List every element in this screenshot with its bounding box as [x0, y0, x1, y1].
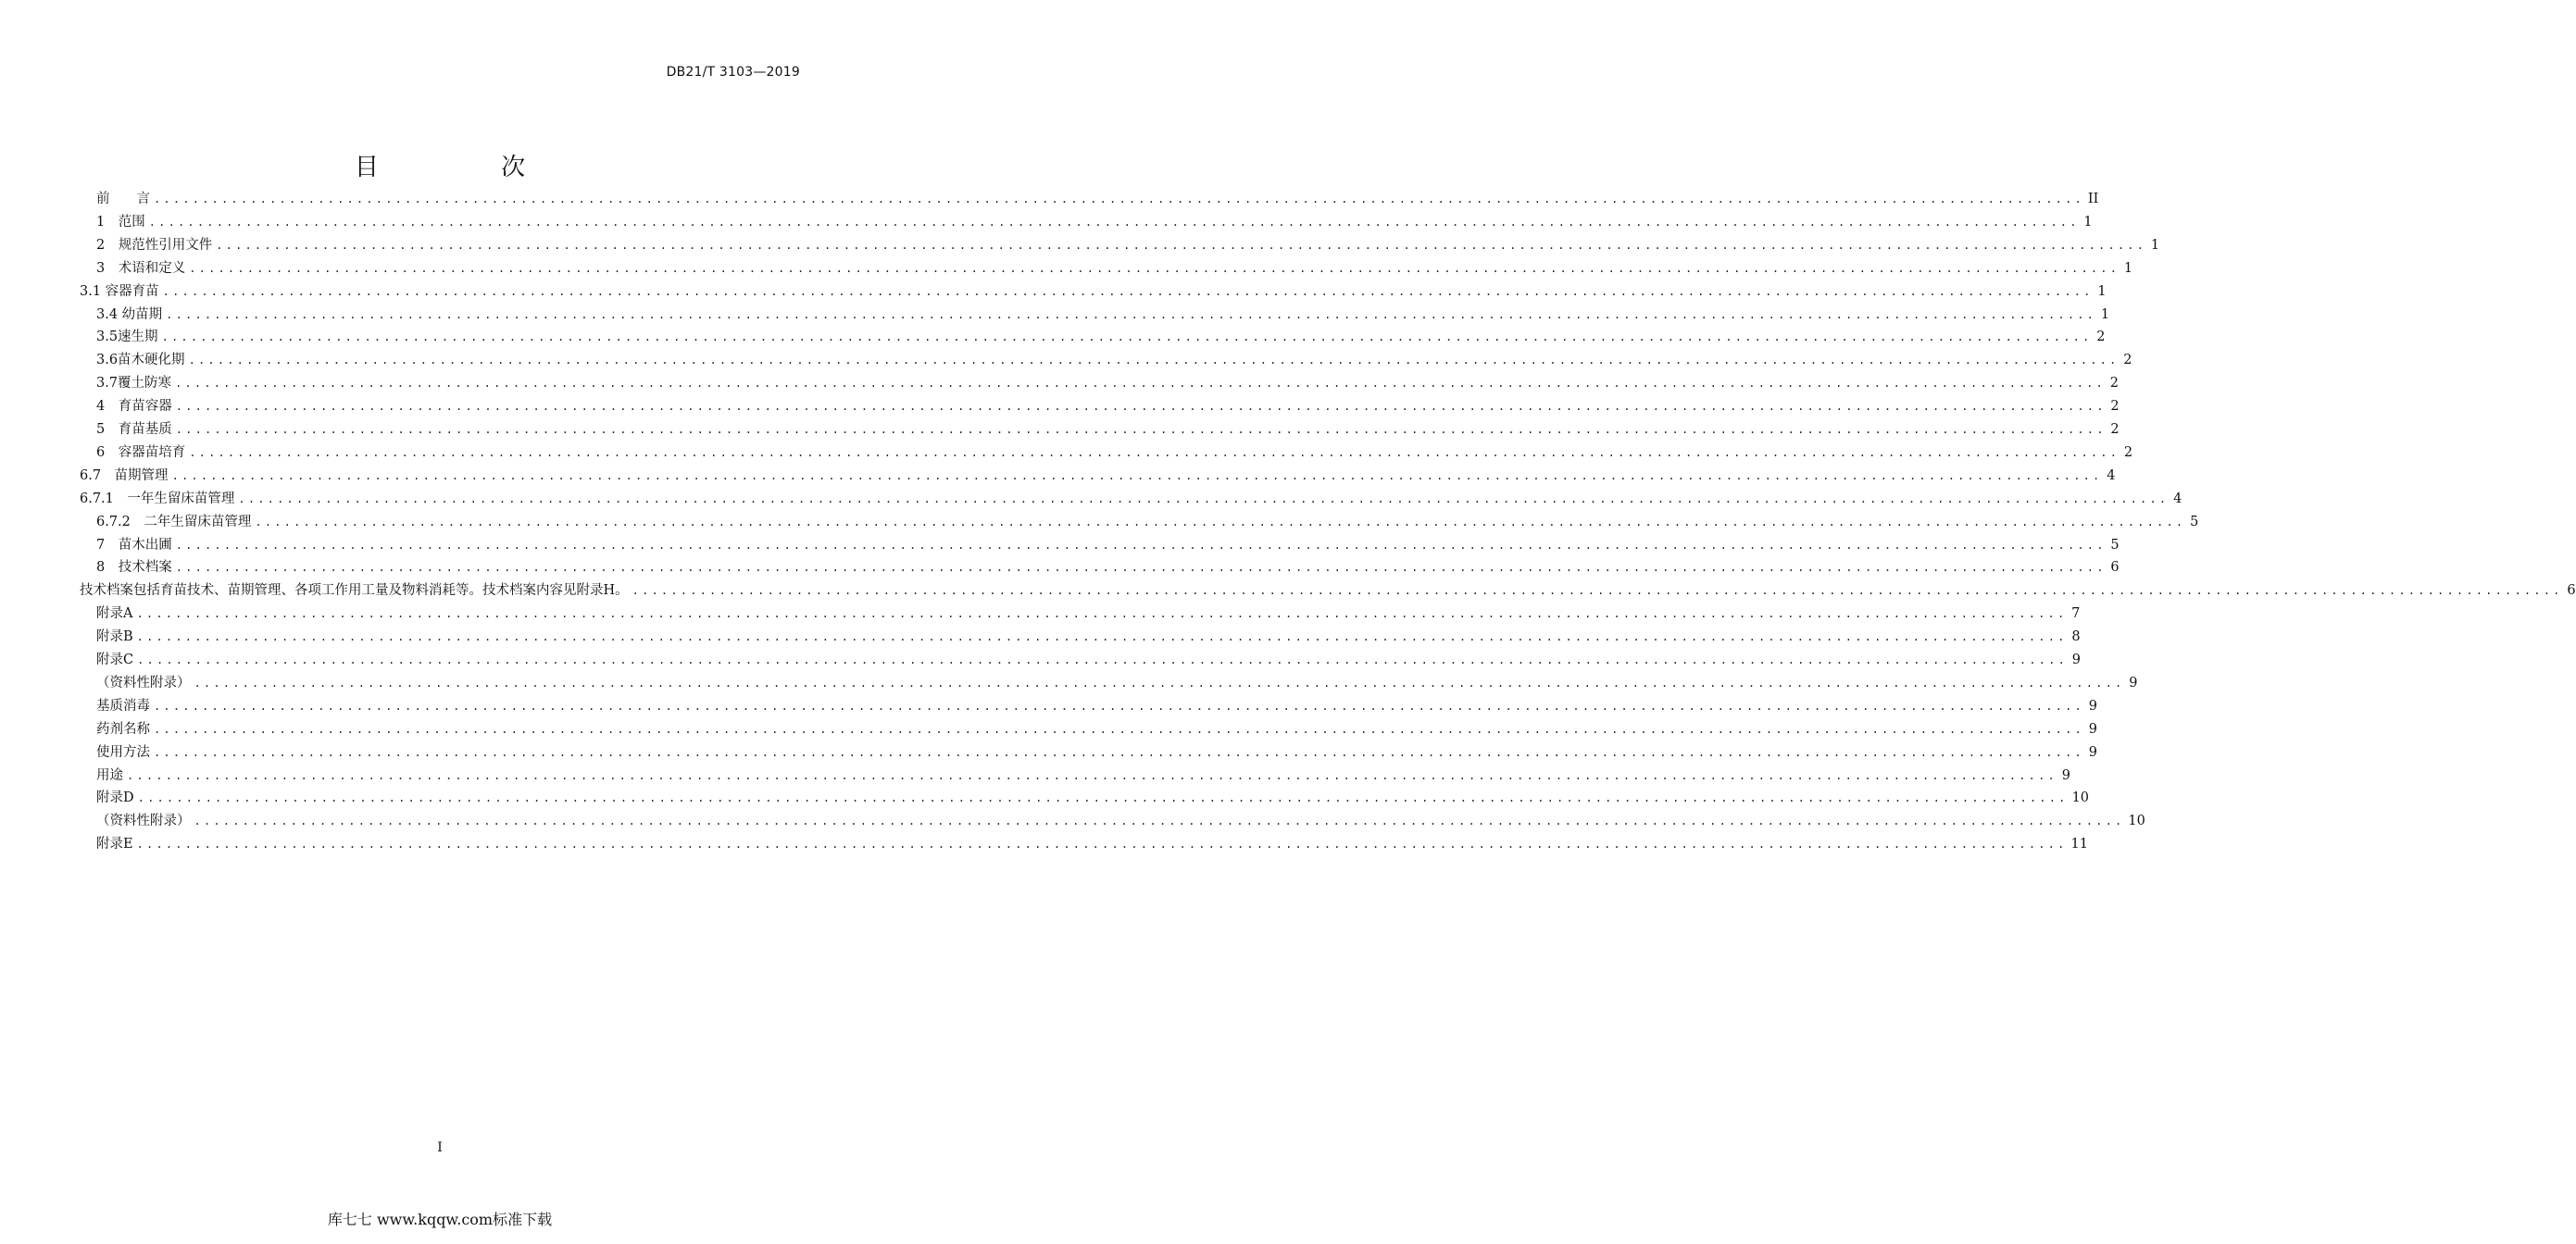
toc-entry-page: 9	[2129, 675, 2138, 690]
toc-entry-page: 1	[2097, 283, 2107, 299]
toc-entry[interactable]	[96, 787, 2090, 810]
toc-entry-page: 9	[2061, 767, 2070, 783]
toc-entry-label: 3.5速生期	[96, 330, 158, 345]
toc-entry[interactable]	[96, 442, 2133, 465]
toc-leader-dots: ........................................................................................................................................................................................................	[631, 584, 2563, 598]
toc-entry-label: 3.1 容器育苗	[80, 283, 159, 299]
toc-entry[interactable]	[96, 234, 2160, 257]
toc-entry-page: 9	[2088, 744, 2097, 760]
toc-entry-page: 2	[2123, 353, 2132, 368]
page-title: 目 次	[354, 154, 583, 181]
toc-leader-dots: ........................................................................................................................................................................................................	[175, 423, 2107, 436]
toc-entry[interactable]	[96, 695, 2097, 718]
toc-leader-dots: ........................................................................................................................................................................................................	[175, 538, 2107, 552]
toc-leader-dots: ........................................................................................................................................................................................................	[127, 768, 2057, 782]
toc-entry[interactable]	[80, 465, 2116, 488]
toc-entry-label: 6.7 苗期管理	[80, 467, 169, 483]
toc-leader-dots: ........................................................................................................................................................................................................	[137, 791, 2069, 805]
toc-entry-page: 10	[2128, 814, 2145, 829]
toc-entry-label: 2 规范性引用文件	[96, 237, 213, 253]
toc-entry-page: 4	[2173, 491, 2182, 506]
toc-entry[interactable]	[96, 326, 2106, 349]
toc-entry-page: 2	[2096, 330, 2106, 345]
toc-entry-page: 10	[2071, 790, 2090, 806]
toc-entry-page: 2	[2110, 422, 2120, 437]
toc-entry-page: 8	[2071, 629, 2081, 645]
toc-entry[interactable]	[96, 372, 2119, 395]
toc-entry-label: 4 育苗容器	[96, 399, 172, 415]
toc-entry-page: 5	[2110, 537, 2120, 553]
toc-entry-label: 6.7.1 一年生留床苗管理	[80, 491, 235, 506]
toc-entry-label: 使用方法	[96, 744, 150, 760]
toc-leader-dots: ........................................................................................................................................................................................................	[162, 284, 2094, 298]
toc-entry-label: 用途	[96, 767, 123, 783]
toc-leader-dots: ........................................................................................................................................................................................................	[175, 400, 2107, 414]
toc-leader-dots: ........................................................................................................................................................................................................	[255, 515, 2186, 529]
toc-entry[interactable]	[80, 280, 2107, 304]
toc-entry-label: 5 育苗基质	[96, 422, 172, 437]
toc-leader-dots: ........................................................................................................................................................................................................	[216, 238, 2147, 252]
toc-entry[interactable]	[96, 833, 2088, 856]
toc-leader-dots: ........................................................................................................................................................................................................	[136, 838, 2068, 852]
toc-entry-page: 1	[2150, 237, 2160, 253]
toc-leader-dots: ........................................................................................................................................................................................................	[194, 815, 2125, 828]
toc-leader-dots: ........................................................................................................................................................................................................	[175, 377, 2106, 391]
toc-entry-page: 6	[2110, 560, 2120, 576]
toc-entry-label: 附录B	[96, 629, 133, 645]
toc-leader-dots: ........................................................................................................................................................................................................	[161, 330, 2093, 344]
toc-entry-label: 1 范围	[96, 214, 145, 230]
toc-entry-label: 前 言	[96, 192, 150, 206]
toc-leader-dots: ........................................................................................................................................................................................................	[189, 445, 2120, 459]
toc-entry-label: 药剂名称	[96, 721, 150, 737]
toc-leader-dots: ........................................................................................................................................................................................................	[175, 561, 2107, 575]
toc-entry[interactable]	[96, 395, 2120, 418]
toc-leader-dots: ........................................................................................................................................................................................................	[188, 354, 2120, 367]
toc-leader-dots: ........................................................................................................................................................................................................	[194, 676, 2125, 690]
toc-leader-dots: ........................................................................................................................................................................................................	[136, 630, 2068, 644]
toc-entry-label: 8 技术档案	[96, 560, 172, 576]
toc-entry-label: （资料性附录）	[96, 814, 191, 829]
toc-entry-page: II	[2087, 192, 2099, 206]
document-code: DB21/T 3103—2019	[666, 65, 800, 80]
toc-entry[interactable]	[96, 304, 2110, 327]
page-number: I	[437, 1140, 443, 1155]
toc-entry[interactable]	[96, 349, 2132, 372]
toc-leader-dots: ........................................................................................................................................................................................................	[189, 261, 2120, 275]
toc-entry-label: 附录D	[96, 790, 134, 806]
toc-entry-page: 1	[2100, 306, 2110, 322]
toc-entry-label: 附录E	[96, 837, 133, 852]
toc-entry-label: 3 术语和定义	[96, 260, 186, 276]
toc-entry-label: （资料性附录）	[96, 675, 191, 690]
toc-entry[interactable]	[96, 741, 2097, 765]
toc-entry[interactable]	[96, 418, 2120, 442]
toc-entry-page: 6	[2567, 583, 2576, 599]
toc-entry-page: 1	[2123, 260, 2133, 276]
toc-entry-page: 4	[2107, 467, 2116, 483]
footer-watermark: 库七七 www.kqqw.com标准下载	[327, 1211, 553, 1228]
toc-entry[interactable]	[96, 649, 2082, 672]
toc-entry[interactable]	[96, 672, 2138, 695]
toc-entry[interactable]	[96, 765, 2070, 788]
toc-leader-dots: ........................................................................................................................................................................................................	[137, 653, 2069, 666]
toc-entry-page: 9	[2071, 653, 2082, 667]
toc-entry[interactable]	[96, 810, 2145, 833]
toc-entry[interactable]	[96, 257, 2133, 280]
toc-entry-page: 9	[2088, 698, 2097, 714]
toc-entry-page: 1	[2083, 214, 2093, 230]
toc-entry-label: 技术档案包括育苗技术、苗期管理、各项工作用工量及物料消耗等。技术档案内容见附录H。	[80, 583, 629, 599]
toc-entry-page: 11	[2070, 837, 2088, 852]
toc-leader-dots: ........................................................................................................................................................................................................	[136, 607, 2068, 621]
toc-leader-dots: ........................................................................................................................................................................................................	[154, 699, 2084, 713]
toc-entry[interactable]	[96, 556, 2120, 579]
toc-entry-label: 附录A	[96, 606, 133, 622]
toc-entry-label: 基质消毒	[96, 698, 150, 714]
toc-entry[interactable]	[96, 534, 2120, 557]
toc-entry-label: 7 苗木出圃	[96, 537, 172, 553]
toc-entry-label: 附录C	[96, 653, 134, 667]
toc-entry-label: 3.7覆土防寒	[96, 376, 172, 392]
toc-entry-page: 9	[2088, 721, 2097, 737]
toc-entry[interactable]	[96, 603, 2081, 626]
toc-entry[interactable]	[96, 626, 2081, 649]
toc-entry-label: 3.6苗木硬化期	[96, 353, 185, 368]
toc-entry-page: 2	[2109, 376, 2119, 392]
toc-entry[interactable]	[96, 718, 2097, 741]
toc-entry-label: 3.4 幼苗期	[96, 306, 163, 322]
toc-entry-page: 5	[2190, 514, 2199, 529]
toc-leader-dots: ........................................................................................................................................................................................................	[238, 491, 2170, 505]
toc-entry[interactable]	[96, 211, 2093, 234]
toc-entry-label: 6 容器苗培育	[96, 444, 186, 460]
toc-entry[interactable]	[80, 579, 2576, 603]
toc-leader-dots: ........................................................................................................................................................................................................	[166, 307, 2097, 321]
toc-leader-dots: ........................................................................................................................................................................................................	[154, 193, 2084, 205]
toc-leader-dots: ........................................................................................................................................................................................................	[148, 215, 2080, 229]
toc-leader-dots: ........................................................................................................................................................................................................	[154, 722, 2084, 736]
toc-entry-page: 2	[2123, 444, 2133, 460]
toc-entry[interactable]	[96, 188, 2099, 211]
toc-leader-dots: ........................................................................................................................................................................................................	[171, 468, 2103, 482]
toc-entry[interactable]	[80, 488, 2182, 511]
toc-entry-label: 6.7.2 二年生留床苗管理	[96, 514, 252, 529]
toc-entry-page: 7	[2071, 606, 2081, 622]
toc-leader-dots: ........................................................................................................................................................................................................	[154, 745, 2084, 759]
toc-entry[interactable]	[96, 511, 2199, 534]
toc-entry-page: 2	[2110, 399, 2120, 415]
